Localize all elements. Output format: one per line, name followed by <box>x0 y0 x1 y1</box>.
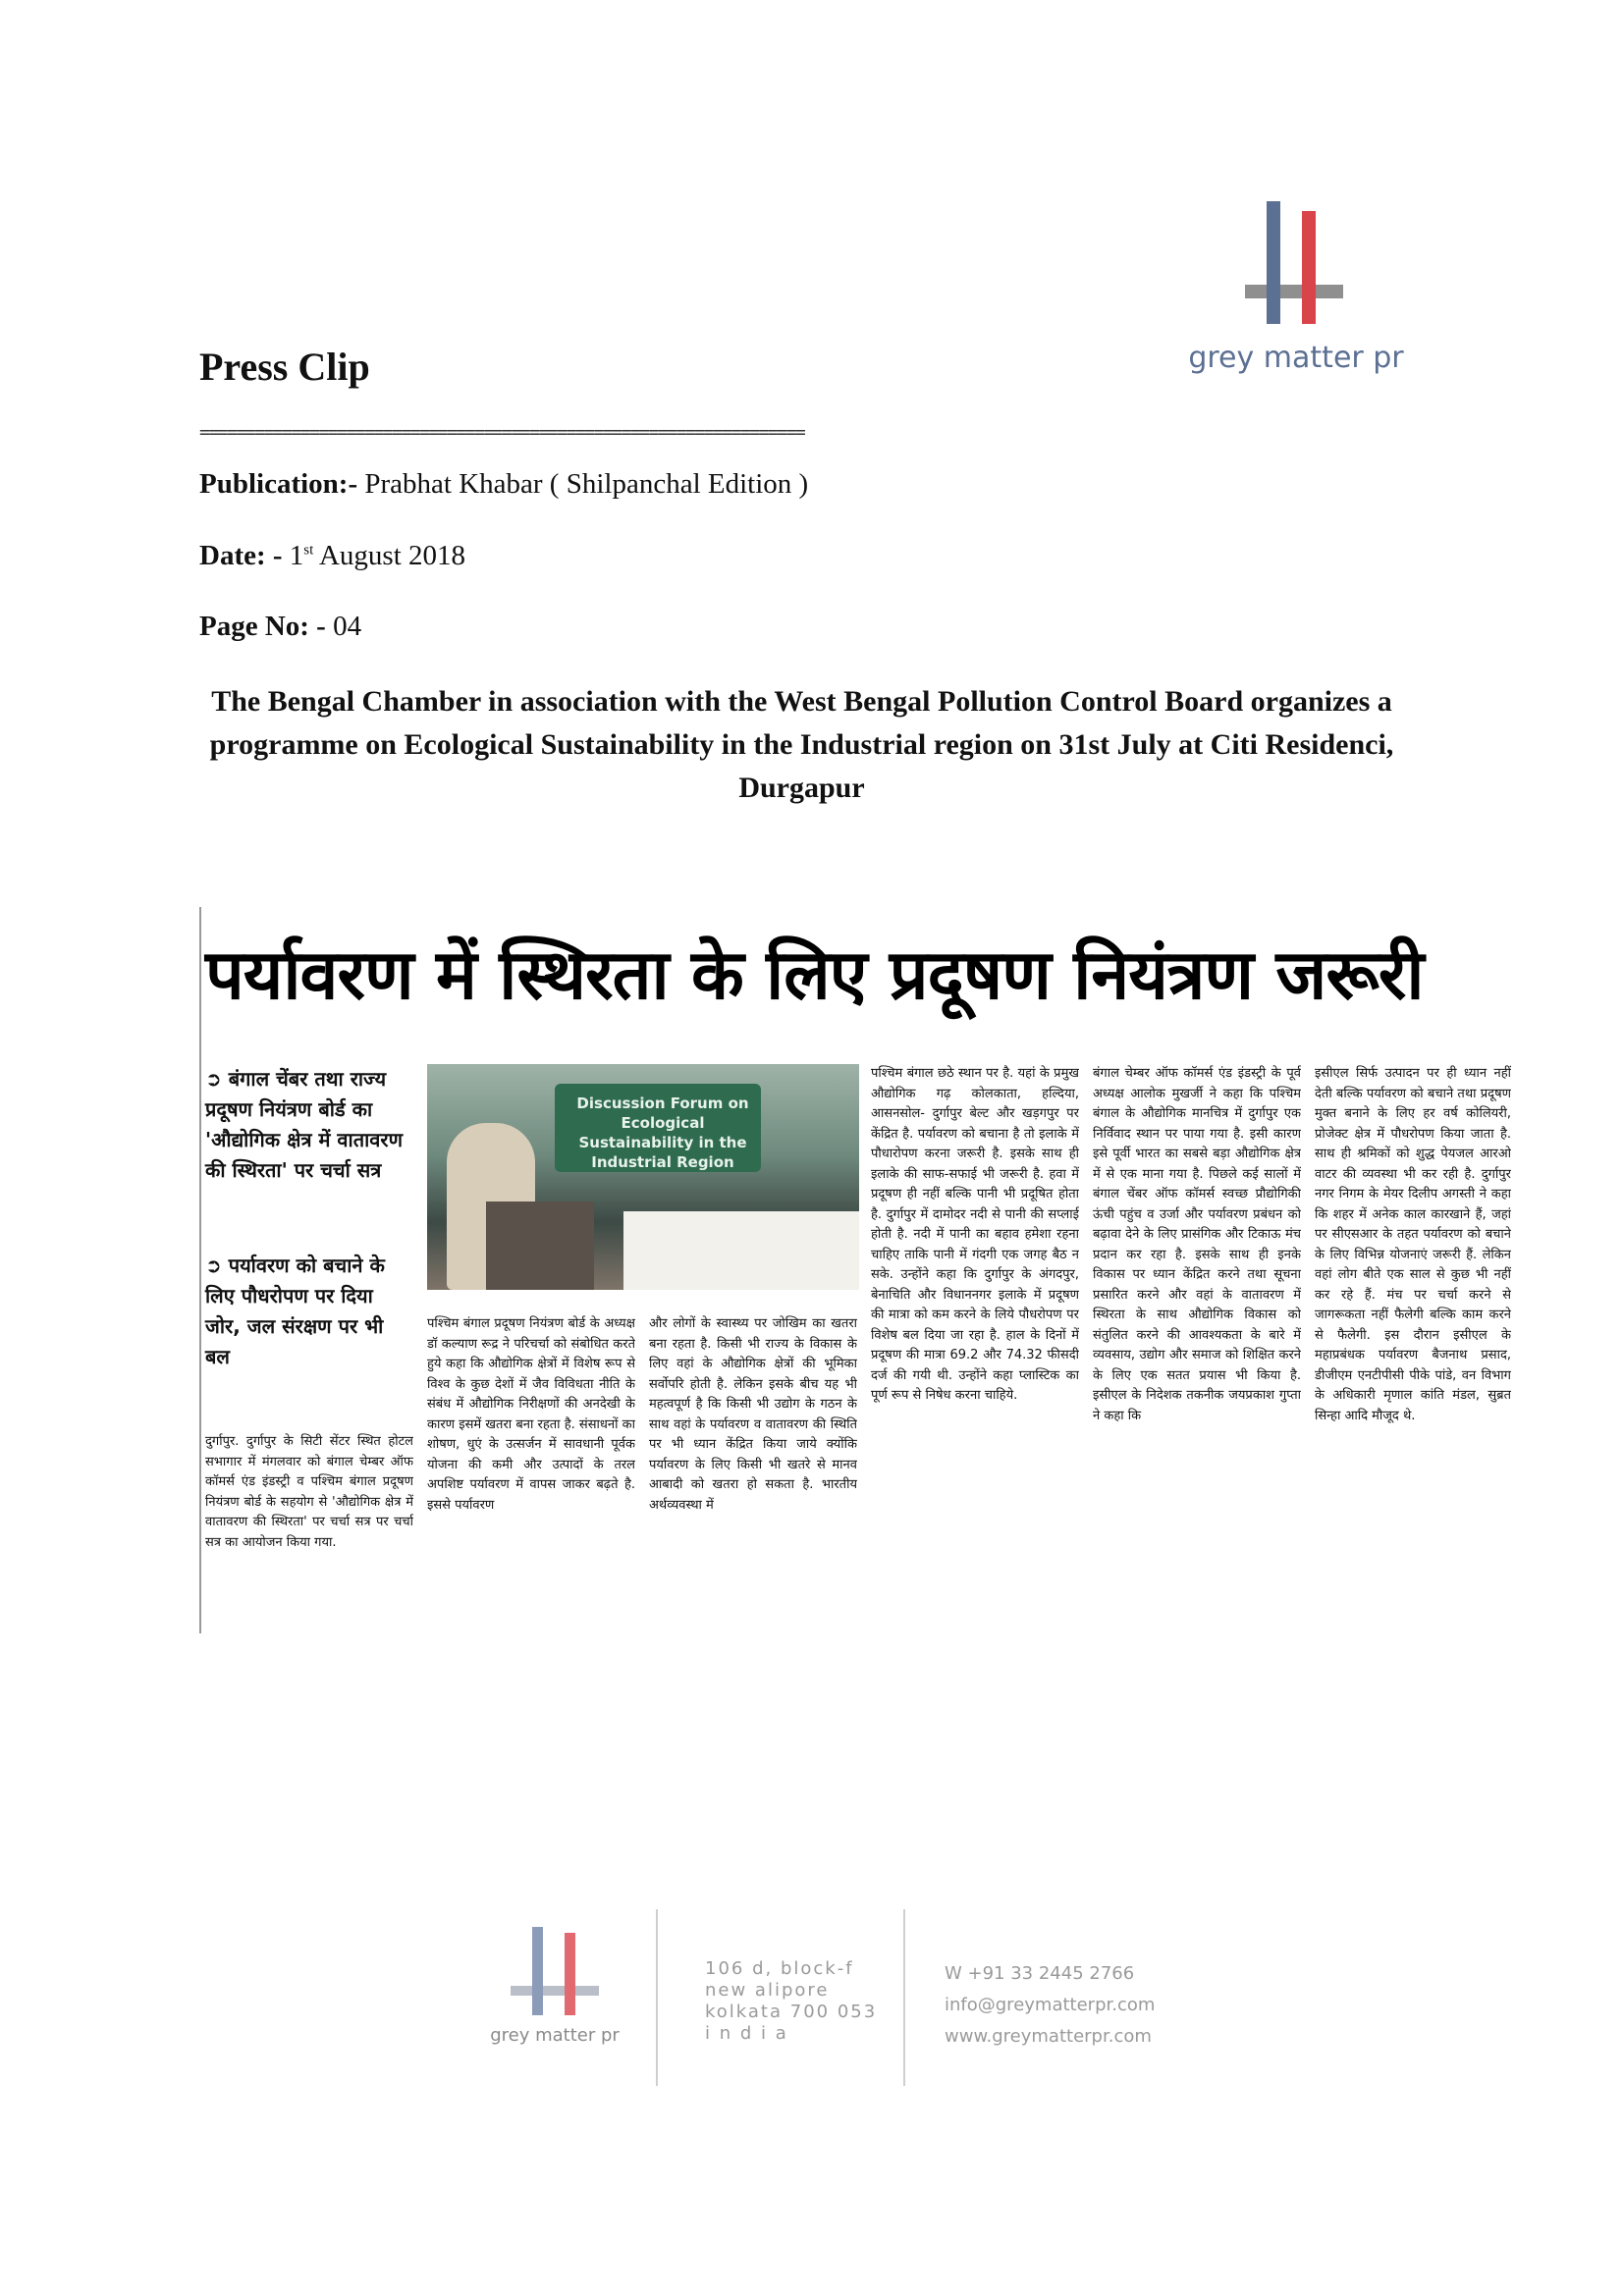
footer-divider-2 <box>903 1909 905 2086</box>
date-label: Date: - <box>199 540 283 571</box>
page-line <box>199 611 361 643</box>
clipping-edge <box>199 907 201 1633</box>
footer-contact <box>945 1958 1155 2053</box>
event-photo <box>427 1064 859 1290</box>
logo-grey-matter <box>1168 191 1424 398</box>
publication-line <box>199 468 808 501</box>
page-value: 04 <box>333 611 362 642</box>
address-line-3: kolkata 700 053 <box>705 2002 878 2022</box>
footer-phone: W +91 33 2445 2766 <box>945 1963 1135 1984</box>
logo-brand-text: grey matter pr <box>1188 341 1404 375</box>
logo-bars-icon <box>1245 191 1343 329</box>
footer-website[interactable]: www.greymatterpr.com <box>945 2026 1152 2047</box>
newspaper-clipping <box>199 907 1511 1633</box>
article-column-4: पश्चिम बंगाल छठे स्थान पर है. यहां के प्रमुख औद्योगिक गढ़ कोलकाता, हल्दिया, आसनसोल- दुर्गापुर बेल्ट और खड़गपुर पर केंद्रित है. पर्यावरण को बचाना है तो इलाके में पौधारोपण करना जरूरी है. इसके साथ ही इलाके की साफ-सफाई भी जरूरी है. हवा में प्रदूषण ही नहीं बल्कि पानी भी प्रदूषित होता है. दुर्गापुर में दामोदर नदी से पानी की सप्लाई होती है. नदी में पानी का बहाव हमेशा रहना चाहिए ताकि पानी में गंदगी एक जगह बैठ न सके. उन्होंने कहा कि दुर्गापुर के अंगदपुर, बेनाचिति और विधाननगर इलाके में प्रदूषण की मात्रा को कम करने के लिये पौधरोपण पर विशेष बल दिया जा रहा है. हाल के दिनों में प्रदूषण की मात्रा 69.2 और 74.32 फीसदी दर्ज की गयी थी. उन्होंने कहा प्लास्टिक का पूर्ण रूप से निषेध करना चाहिये. <box>871 1066 1079 1403</box>
subpoint-2: ➲ पर्यावरण को बचाने के लिए पौधरोपण पर दिया जोर, जल संरक्षण पर भी बल <box>205 1254 385 1368</box>
address-line-4: i n d i a <box>705 2023 788 2044</box>
photo-banner-text: Discussion Forum on Ecological Sustainability in the Industrial Region <box>576 1095 749 1171</box>
footer-email[interactable]: info@greymatterpr.com <box>945 1995 1156 2015</box>
article-headline: The Bengal Chamber in association with the West Bengal Pollution Control Board organizes a programme on Ecological Sustainability in the Industrial region on 31st July at Citi Residenci, Durgapur <box>209 685 1394 804</box>
article-column-1: दुर्गापुर. दुर्गापुर के सिटी सेंटर स्थित होटल सभागार में मंगलवार को बंगाल चेम्बर ऑफ कॉमर्स एंड इंडस्ट्री व पश्चिम बंगाल प्रदूषण नियंत्रण बोर्ड के सहयोग से 'औद्योगिक क्षेत्र में वातावरण की स्थिरता' पर चर्चा सत्र पर चर्चा सत्र का आयोजन किया गया. <box>205 1434 413 1550</box>
date-suffix: st <box>303 542 314 559</box>
subpoint-1: ➲ बंगाल चेंबर तथा राज्य प्रदूषण नियंत्रण बोर्ड का 'औद्योगिक क्षेत्र में वातावरण की स्थिरता' पर चर्चा सत्र <box>205 1067 404 1182</box>
footer-brand-text: grey matter pr <box>490 2025 620 2046</box>
address-line-1: 106 d, block-f <box>705 1958 854 1979</box>
footer-logo-bars-icon <box>511 1919 599 2017</box>
article-column-6: इसीएल सिर्फ उत्पादन पर ही ध्यान नहीं देती बल्कि पर्यावरण को बचाने तथा प्रदूषण मुक्त बनाने के लिए हर वर्ष कोलियरी, प्रोजेक्ट क्षेत्र में पौधरोपण किया जाता है. साथ ही श्रमिकों को शुद्ध पेयजल आरओ वाटर की व्यवस्था भी कर रही है. दुर्गापुर नगर निगम के मेयर दिलीप अगस्ती ने कहा कि शहर में अनेक काल कारखाने हैं, जहां पर सीएसआर के तहत पर्यावरण को बचाने के लिए विभिन्न योजनाएं जरूरी हैं. लेकिन वहां लोग बीते एक साल से कुछ भी नहीं कर रहे हैं. मंच पर चर्चा करने से जागरूकता नहीं फैलेगी बल्कि काम करने से फैलेगी. इस दौरान इसीएल के महाप्रबंधक पर्यावरण बैजनाथ प्रसाद, डीजीएम एनटीपीसी पीके पांडे, वन विभाग के अधिकारी मृणाल कांति मंडल, सुब्रत सिन्हा आदि मौजूद थे. <box>1315 1066 1511 1423</box>
article-column-5: बंगाल चेम्बर ऑफ कॉमर्स एंड इंडस्ट्री के पूर्व अध्यक्ष आलोक मुखर्जी ने कहा कि पश्चिम बंगाल के औद्योगिक मानचित्र में दुर्गापुर एक निर्विवाद स्थान पर पाया गया है. इसी कारण इसे पूर्वी भारत का सबसे बड़ा औद्योगिक क्षेत्र में से एक माना गया है. पिछले कई सालों में बंगाल चेंबर ऑफ कॉमर्स स्वच्छ प्रौद्योगिकी ऊंची पहुंच व उर्जा और पर्यावरण प्रबंधन को बढ़ावा देने के लिए प्रासंगिक और टिकाऊ मंच प्रदान कर रहा है. इसके साथ ही इनके विकास पर ध्यान केंद्रित करने तथा सूचना प्रसारित करने और वहां के वातावरण में स्थिरता के साथ औद्योगिक विकास को संतुलित करने की आवश्यकता के बारे में व्यवसाय, उद्योग और समाज को शिक्षित करने के लिए एक सतत प्रयास भी किया है. इसीएल के निदेशक तकनीक जयप्रकाश गुप्ता ने कहा कि <box>1093 1066 1301 1423</box>
footer-address <box>705 1958 877 2045</box>
page-label: Page No: - <box>199 611 326 642</box>
article-column-3: और लोगों के स्वास्थ्य पर जोखिम का खतरा बना रहता है. किसी भी राज्य के विकास के लिए वहां के औद्योगिक क्षेत्रों की भूमिका सर्वोपरि होती है. लेकिन इसके बीच यह भी महत्वपूर्ण है कि किसी भी उद्योग के गठन के साथ वहां के पर्यावरण व वातावरण की स्थिति पर भी ध्यान केंद्रित किया जाये क्योंकि पर्यावरण के लिए किसी भी खतरे से मानव आबादी को खतरा हो सकता है. भारतीय अर्थव्यवस्था में <box>649 1316 857 1513</box>
separator-rule: ================================================================== <box>199 422 805 443</box>
footer-logo <box>471 1919 638 2056</box>
hindi-headline: पर्यावरण में स्थिरता के लिए प्रदूषण नियंत्रण जरूरी <box>205 934 1424 1015</box>
date-line <box>199 540 465 572</box>
article-column-2: पश्चिम बंगाल प्रदूषण नियंत्रण बोर्ड के अध्यक्ष डॉ कल्याण रूद्र ने परिचर्चा को संबोधित करते हुये कहा कि औद्योगिक क्षेत्रों में विशेष रूप से विश्व के कुछ देशों में जैव विविधता नीति के संबंध में औद्योगिक निरीक्षणों की अनदेखी के कारण इसमें खतरा बना रहता है. संसाधनों का शोषण, धुएं के उत्सर्जन में सावधानी पूर्वक योजना की कमी और उत्पादों के तरल अपशिष्ट पर्यावरण में वापस जाकर बढ़ते है. इससे पर्यावरण <box>427 1316 635 1513</box>
date-rest: August 2018 <box>318 540 466 571</box>
photo-podium <box>486 1201 594 1290</box>
press-clip-title: Press Clip <box>199 345 370 389</box>
publication-value: Prabhat Khabar ( Shilpanchal Edition ) <box>364 468 809 500</box>
publication-label: Publication:- <box>199 468 358 500</box>
photo-table <box>623 1211 859 1290</box>
date-day: 1 <box>289 540 304 571</box>
footer-divider-1 <box>656 1909 658 2086</box>
address-line-2: new alipore <box>705 1980 830 2001</box>
